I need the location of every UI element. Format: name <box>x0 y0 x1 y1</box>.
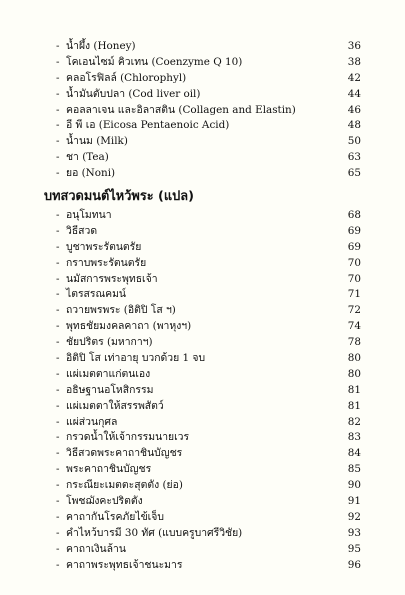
toc-entry-dash: - <box>56 431 60 444</box>
toc-entry <box>0 510 405 526</box>
toc-entry-title: วิธีสวด <box>66 224 98 237</box>
toc-entry-title: อี พี เอ (Eicosa Pentaenoic Acid) <box>66 119 230 132</box>
toc-entry <box>0 335 405 351</box>
toc-entry-page-number: 90 <box>347 479 361 492</box>
toc-entry-page-number: 42 <box>347 71 361 84</box>
toc-entry <box>0 542 405 558</box>
toc-entry-title: โพชฌังคะปริตตัง <box>66 495 143 508</box>
toc-entry-page-number: 96 <box>347 558 361 571</box>
toc-entry-page-number: 36 <box>347 40 361 52</box>
toc-entry-dash: - <box>56 288 60 301</box>
toc-entry-page-number: 48 <box>347 119 361 132</box>
toc-entry-page-number: 46 <box>347 103 361 116</box>
toc-entry-dash: - <box>56 87 60 100</box>
toc-entry <box>0 526 405 542</box>
toc-entry-dash: - <box>56 71 60 84</box>
toc-entry-dash: - <box>56 224 60 237</box>
toc-entry <box>0 150 405 166</box>
toc-entry <box>0 303 405 319</box>
toc-entry-dash: - <box>56 336 60 349</box>
toc-entry-page-number: 38 <box>347 55 361 68</box>
toc-entry-dash: - <box>56 151 60 164</box>
toc-entry-dash: - <box>56 463 60 476</box>
toc-entry-title: อธิษฐานอโหสิกรรม <box>66 383 154 396</box>
toc-entry-title: ชา (Tea) <box>66 151 109 164</box>
toc-entry-title: พระคาถาชินบัญชร <box>66 463 152 476</box>
toc-entry-page-number: 50 <box>347 135 361 148</box>
toc-entry <box>0 39 405 55</box>
toc-entry-dash: - <box>56 209 60 221</box>
toc-entry-dash: - <box>56 383 60 396</box>
toc-entry-dash: - <box>56 352 60 365</box>
toc-entry-title: คลอโรฟิลล์ (Chlorophyl) <box>66 71 187 84</box>
toc-entry-dash: - <box>56 542 60 555</box>
toc-entry-title: คอลลาเจน และอิลาสติน (Collagen and Elastin) <box>66 103 296 116</box>
toc-entry-dash: - <box>56 256 60 269</box>
toc-entry-page-number: 85 <box>347 463 361 476</box>
toc-entry-dash: - <box>56 167 60 180</box>
toc-entry <box>0 224 405 240</box>
toc-entry <box>0 494 405 510</box>
toc-entry-dash: - <box>56 526 60 539</box>
section-heading: บทสวดมนต์ไหว้พระ (แปล) <box>44 189 194 204</box>
toc-entry-title: คำไหว้บารมี 30 ทัศ (แบบครูบาศรีวิชัย) <box>66 526 243 539</box>
toc-entry-title: กราบพระรัตนตรัย <box>66 256 147 269</box>
toc-entry-dash: - <box>56 55 60 68</box>
toc-entry-dash: - <box>56 510 60 523</box>
toc-entry <box>0 208 405 224</box>
toc-entry-dash: - <box>56 479 60 492</box>
toc-entry <box>0 166 405 182</box>
toc-entry-page-number: 84 <box>347 447 361 460</box>
toc-entry-page-number: 70 <box>347 256 361 269</box>
toc-entry-dash: - <box>56 558 60 571</box>
toc-entry-page-number: 80 <box>347 352 361 365</box>
toc-entry <box>0 87 405 103</box>
toc-entry-title: ยอ (Noni) <box>66 167 116 180</box>
toc-entry-page-number: 81 <box>347 383 361 396</box>
toc-entry-title: น้ำนม (Milk) <box>66 135 128 148</box>
toc-entry-title: น้ำมันตับปลา (Cod liver oil) <box>66 87 201 100</box>
toc-entry-title: แผ่เมตตาแก่ตนเอง <box>66 367 151 380</box>
toc-entry-page-number: 91 <box>347 495 361 508</box>
toc-entry-dash: - <box>56 399 60 412</box>
toc-entry-title: วิธีสวดพระคาถาชินบัญชร <box>66 447 183 460</box>
toc-entry-dash: - <box>56 240 60 253</box>
toc-entry-dash: - <box>56 447 60 460</box>
toc-entry <box>0 134 405 150</box>
toc-entry-title: คาถากันโรคภัยไข้เจ็บ <box>66 510 164 523</box>
toc-entry-dash: - <box>56 304 60 317</box>
toc-entry-page-number: 74 <box>347 320 361 333</box>
toc-entry-page-number: 92 <box>347 510 361 523</box>
toc-entry-page-number: 44 <box>347 87 361 100</box>
toc-entry-title: อิติปิ โส เท่าอายุ บวกด้วย 1 จบ <box>66 352 206 365</box>
toc-entry-title: กรวดน้ำให้เจ้ากรรมนายเวร <box>66 431 190 444</box>
toc-entry-dash: - <box>56 119 60 132</box>
toc-entry <box>0 558 405 574</box>
toc-entry <box>0 399 405 415</box>
toc-entry <box>0 103 405 119</box>
toc-entry <box>0 256 405 272</box>
toc-entry-page-number: 80 <box>347 367 361 380</box>
toc-entry-page-number: 81 <box>347 399 361 412</box>
toc-entry <box>0 118 405 134</box>
toc-list-top <box>0 39 405 182</box>
toc-entry-dash: - <box>56 103 60 116</box>
toc-entry-page-number: 71 <box>347 288 361 301</box>
toc-entry-page-number: 72 <box>347 304 361 317</box>
toc-entry-dash: - <box>56 135 60 148</box>
toc-entry-title: อนุโมทนา <box>66 209 112 221</box>
toc-list-section <box>0 208 405 573</box>
toc-entry-title: บูชาพระรัตนตรัย <box>66 240 142 253</box>
toc-entry-dash: - <box>56 415 60 428</box>
toc-entry-title: ไตรสรณคมน์ <box>66 288 127 301</box>
toc-entry-page-number: 68 <box>347 209 361 221</box>
toc-entry-title: นมัสการพระพุทธเจ้า <box>66 272 158 285</box>
toc-entry <box>0 415 405 431</box>
toc-entry <box>0 478 405 494</box>
toc-entry <box>0 351 405 367</box>
toc-entry-page-number: 63 <box>347 151 361 164</box>
toc-entry-title: พุทธชัยมงคลคาถา (พาหุงฯ) <box>66 320 192 333</box>
toc-entry-title: ชัยปริตร (มหากาฯ) <box>66 336 153 349</box>
toc-entry-title: แผ่เมตตาให้สรรพสัตว์ <box>66 399 164 412</box>
toc-entry-page-number: 78 <box>347 336 361 349</box>
toc-entry-dash: - <box>56 40 60 52</box>
toc-entry <box>0 446 405 462</box>
toc-entry-dash: - <box>56 495 60 508</box>
toc-entry-page-number: 69 <box>347 224 361 237</box>
toc-entry-dash: - <box>56 320 60 333</box>
toc-entry-page-number: 83 <box>347 431 361 444</box>
toc-entry-title: โคเอนไซม์ คิวเทน (Coenzyme Q 10) <box>66 55 243 68</box>
toc-entry-page-number: 70 <box>347 272 361 285</box>
toc-entry-title: ถวายพรพระ (อิติปิ โส ฯ) <box>66 304 176 317</box>
toc-entry-dash: - <box>56 367 60 380</box>
toc-entry-page-number: 93 <box>347 526 361 539</box>
toc-entry <box>0 430 405 446</box>
toc-entry-title: คาถาพระพุทธเจ้าชนะมาร <box>66 558 183 571</box>
toc-entry-title: น้ำผึ้ง (Honey) <box>66 40 136 52</box>
toc-entry <box>0 462 405 478</box>
toc-entry <box>0 240 405 256</box>
toc-entry <box>0 383 405 399</box>
toc-entry-title: กระณียะเมตตะสุตตัง (ย่อ) <box>66 479 183 492</box>
toc-entry <box>0 287 405 303</box>
toc-entry-page-number: 95 <box>347 542 361 555</box>
toc-entry <box>0 55 405 71</box>
toc-entry-page-number: 69 <box>347 240 361 253</box>
toc-entry <box>0 71 405 87</box>
toc-entry <box>0 319 405 335</box>
toc-entry-page-number: 65 <box>347 167 361 180</box>
toc-entry-dash: - <box>56 272 60 285</box>
toc-entry <box>0 367 405 383</box>
toc-entry <box>0 272 405 288</box>
toc-entry-title: แผ่ส่วนกุศล <box>66 415 118 428</box>
toc-entry-page-number: 82 <box>347 415 361 428</box>
toc-entry-title: คาถาเงินล้าน <box>66 542 126 555</box>
